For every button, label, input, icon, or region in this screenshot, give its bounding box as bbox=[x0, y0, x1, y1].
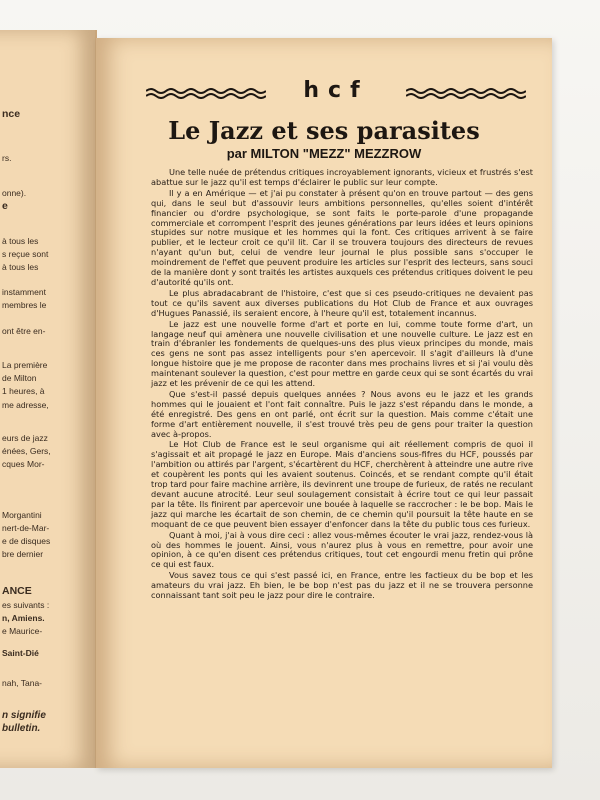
left-line: e de disques bbox=[2, 536, 51, 546]
left-line: Saint-Dié bbox=[2, 648, 39, 658]
left-line: n, Amiens. bbox=[2, 613, 45, 623]
left-line: ont être en- bbox=[2, 326, 46, 336]
right-page bbox=[96, 38, 552, 768]
left-line: bre dernier bbox=[2, 549, 44, 559]
left-line: nce bbox=[2, 108, 21, 120]
section-header bbox=[146, 80, 526, 106]
article-byline: par MILTON "MEZZ" MEZZROW bbox=[226, 146, 422, 161]
left-line: ANCE bbox=[2, 585, 32, 597]
left-line: n signifie bbox=[2, 710, 46, 721]
left-line: e bbox=[2, 200, 8, 212]
article-paragraph: Le Hot Club de France est le seul organisme qui ait réellement compris de quoi il s'agissait et ait propagé le jazz en Europe. Mais d'anciens sous-fifres du HCF, poussés par l'ambition ou attirés par l'argent, s'écartèrent du HCF, cherchèrent à atteindre une autre rive et coupèrent les ponts qui les avaient soutenus. Coincés, et se rendant compte qu'il était trop tard pour faire machine arrière, ils devinrent une troupe de furieux, de ratés ne reculant devant aucune atrocité. Leur seul soulagement consistait à écrire tout ce qui leur passait par la tête. Ils finirent par apercevoir une bouée à laquelle se raccrocher : le be bop. Mais le jazz qui marche les écartait de son chemin, de ce chemin qu'il poursuit la tête haute en se moquant de ce que peuvent bien essayer d'enfoncer dans la tête du public tous ces furieux. bbox=[151, 439, 533, 529]
article-paragraph: Une telle nuée de prétendus critiques incroyablement ignorants, vicieux et frustrés s'est abattue sur le jazz qu'il est temps d'éclairer le public sur leur compte. bbox=[151, 167, 533, 187]
left-line: nert-de-Mar- bbox=[2, 523, 50, 533]
left-line: bulletin. bbox=[2, 723, 41, 734]
article-body bbox=[151, 168, 533, 602]
left-line: rs. bbox=[2, 153, 12, 163]
article-paragraph: Le plus abradacabrant de l'histoire, c'est que si ces pseudo-critiques ne devaient pas tout ce qu'ils savent aux diverses publications du Hot Club de France et aux ouvrages d'Hugues Panassié, ils seraient encore, à l'heure qu'il est, totalement incannus. bbox=[151, 287, 533, 318]
article-paragraph: Vous savez tous ce qui s'est passé ici, en France, entre les factieux du be bop et les amateurs du vrai jazz. Eh bien, le be bop n'est pas du jazz et il ne se trouvera personne connaissant tant soit peu le jazz pour dire le contraire. bbox=[151, 570, 533, 601]
left-line: me adresse, bbox=[2, 400, 49, 410]
left-line: e Maurice- bbox=[2, 626, 43, 636]
wave-ornament-left-icon bbox=[146, 87, 266, 99]
left-line: eurs de jazz bbox=[2, 433, 48, 443]
left-line: de Milton bbox=[2, 373, 37, 383]
left-line: à tous les bbox=[2, 262, 39, 272]
article-paragraph: Le jazz est une nouvelle forme d'art et porte en lui, comme toute forme d'art, un langage neuf qui amènera une nouvelle civilisation et une nouvelle culture. Le jazz est en train d'ébranler les fondements de quelques-uns des plus vieux principes du monde, mais ces gens ne sont pas assez intelligents pour s'en apercevoir. Il s'agit d'ailleurs là d'une longue histoire que je me propose de raconter dans mes prochains livres et si j'ai voulu dès maintenant soulever la question, c'est pour mettre en garde ceux qui se sont écartés du vrai jazz et les prévenir de ce qui les attend. bbox=[151, 318, 533, 389]
wave-ornament-right-icon bbox=[406, 87, 526, 99]
left-line: nah, Tana- bbox=[2, 678, 43, 688]
left-line: La première bbox=[2, 360, 48, 370]
left-line: membres le bbox=[2, 300, 47, 310]
hcf-header-label: hcf bbox=[303, 78, 369, 103]
left-line: instamment bbox=[2, 287, 46, 297]
article-paragraph: Que s'est-il passé depuis quelques années ? Nous avons eu le jazz et les grands hommes qui le jouaient et l'ont fait connaître. Puis le jazz s'est répandu dans le monde, a été enregistré. Des gens en ont parlé, ont écrit sur la question. Mais comme c'était une forme d'art entièrement nouvelle, il s'est trouvé très peu de gens pour traiter la question avec à-propos. bbox=[151, 388, 533, 439]
left-line: s reçue sont bbox=[2, 249, 49, 259]
article-paragraph: Il y a en Amérique — et j'ai pu constater à présent qu'on en trouve partout — des gens qui, dans le seul but d'assouvir leurs ambitions personnelles, qu'elles soient d'intérêt financier ou d'ordre psychologique, se sont faits le porte-parole d'une propagande commerciale et corrompent l'esprit des jeunes générations par leurs idées et leurs opinions stupides sur notre musique et les hommes qui la font. Ces critiques arrivent à se faire publier, et le lecteur croit ce qu'il lit. Car il se trouvera toujours des directeurs de revues n'ayant qu'un but, celui de vendre leur journal le plus possible sans s'occuper le moindrement de l'effet que peuvent produire les articles sur l'esprit des lecteurs, sans souci de la manière dont y sont traités les artistes auxquels ces prétendus critiques doivent le peu d'autorité qu'ils ont. bbox=[151, 187, 533, 287]
left-line: Morgantini bbox=[2, 510, 42, 520]
left-page bbox=[0, 30, 97, 768]
left-line: cques Mor- bbox=[2, 459, 45, 469]
left-line: énées, Gers, bbox=[2, 446, 51, 456]
article-title: Le Jazz et ses parasites bbox=[168, 116, 480, 145]
left-line: onne). bbox=[2, 188, 27, 198]
left-line: à tous les bbox=[2, 236, 39, 246]
left-line: es suivants : bbox=[2, 600, 50, 610]
left-line: 1 heures, à bbox=[2, 386, 45, 396]
article-paragraph: Quant à moi, j'ai à vous dire ceci : allez vous-mêmes écouter le vrai jazz, rendez-vous là où des hommes le jouent. Ainsi, vous n'aurez plus à vous en remettre, pour avoir une opinion, à ce qu'en disent ces prétendus critiques, tout cet engourdi menu fretin qui prône ce qui est faux. bbox=[151, 529, 533, 570]
